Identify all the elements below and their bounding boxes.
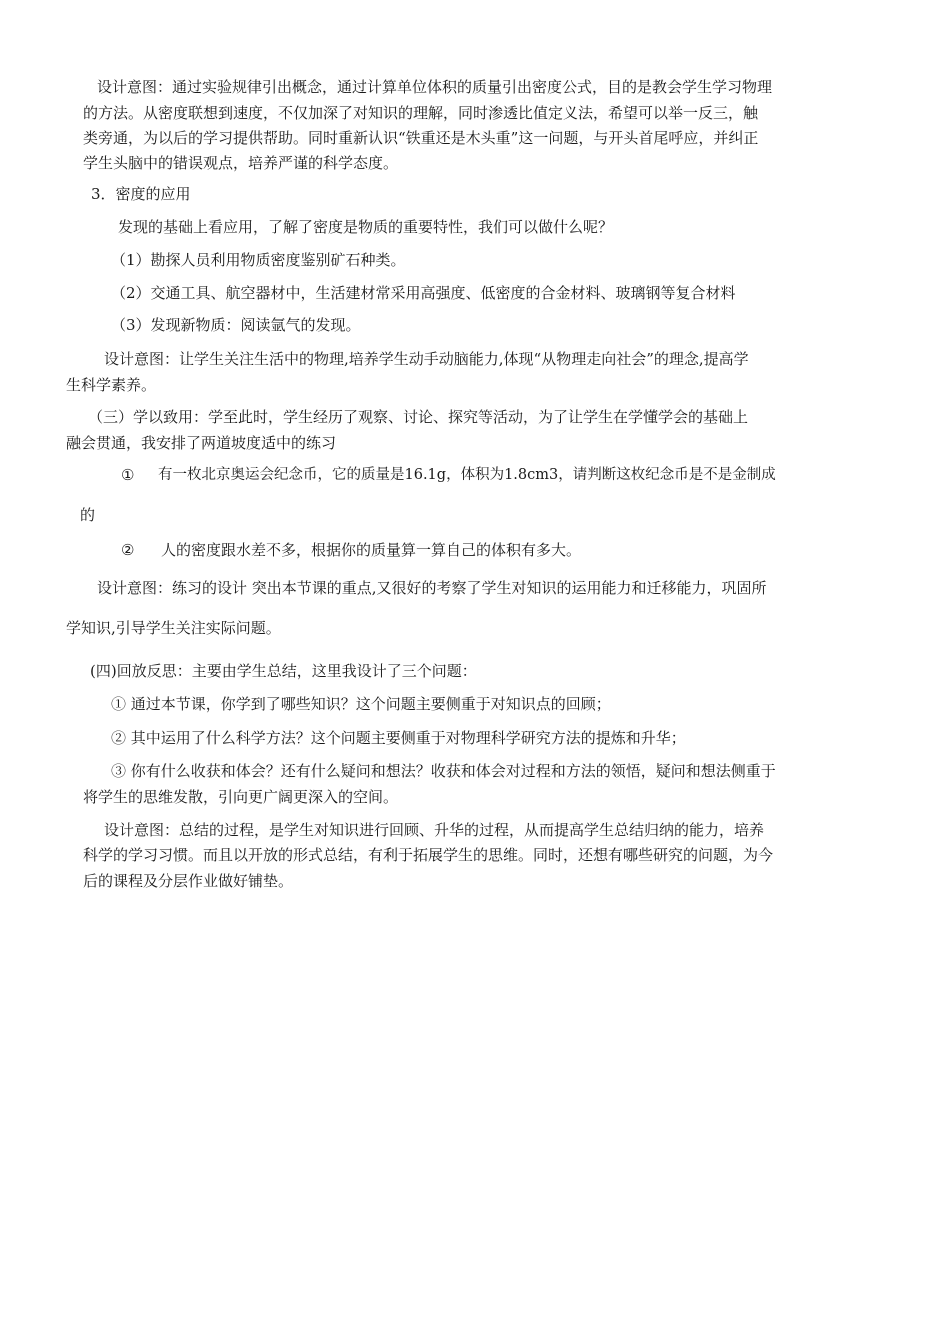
part-3-line-2: 融会贯通，我安排了两道坡度适中的练习	[66, 434, 337, 452]
exercise-1-text: 有一枚北京奥运会纪念币，它的质量是16.1g，体积为1.8cm3，请判断这枚纪念币是不是金制成	[158, 467, 776, 483]
section-3-intro: 发现的基础上看应用，了解了密度是物质的重要特性，我们可以做什么呢？	[118, 218, 614, 236]
section-3-item-3: （3）发现新物质：阅读氩气的发现。	[111, 316, 361, 334]
design-intent-3-line-1: 设计意图：练习的设计 突出本节课的重点,又很好的考察了学生对知识的运用能力和迁移能力，巩固所	[97, 579, 767, 597]
design-intent-1-line-3: 类旁通，为以后的学习提供帮助。同时重新认识“铁重还是木头重”这一问题，与开头首尾呼应，并纠正	[83, 129, 759, 147]
design-intent-1-line-2: 的方法。从密度联想到速度，不仅加深了对知识的理解，同时渗透比值定义法，希望可以举一反三，触	[83, 104, 759, 122]
section-3-heading: 3．密度的应用	[91, 185, 191, 203]
design-intent-1-line-4: 学生头脑中的错误观点，培养严谨的科学态度。	[83, 154, 399, 172]
part-4-line-1: (四)回放反思：主要由学生总结，这里我设计了三个问题：	[90, 662, 477, 680]
question-3: ③ 你有什么收获和体会？还有什么疑问和想法？收获和体会对过程和方法的领悟，疑问和想法侧重于	[111, 762, 776, 780]
design-intent-4-line-3: 后的课程及分层作业做好铺垫。	[83, 872, 294, 890]
design-intent-3-line-2: 学知识,引导学生关注实际问题。	[66, 619, 281, 637]
exercise-1-continuation: 的	[80, 506, 96, 524]
section-3-item-1: （1）勘探人员利用物质密度鉴别矿石种类。	[111, 251, 406, 269]
question-2: ② 其中运用了什么科学方法？这个问题主要侧重于对物理科学研究方法的提炼和升华；	[111, 729, 686, 747]
question-1: ① 通过本节课，你学到了哪些知识？这个问题主要侧重于对知识点的回顾；	[111, 695, 611, 713]
exercise-2-text: 人的密度跟水差不多，根据你的质量算一算自己的体积有多大。	[161, 541, 582, 559]
question-3-continuation: 将学生的思维发散，引向更广阔更深入的空间。	[83, 788, 399, 806]
section-3-item-2: （2）交通工具、航空器材中，生活建材常采用高强度、低密度的合金材料、玻璃钢等复合材料	[111, 284, 736, 302]
design-intent-1-line-1: 设计意图：通过实验规律引出概念，通过计算单位体积的质量引出密度公式，目的是教会学生学习物理	[97, 78, 773, 96]
design-intent-2-line-2: 生科学素养。	[66, 376, 157, 394]
design-intent-4-line-2: 科学的学习习惯。而且以开放的形式总结，有利于拓展学生的思维。同时，还想有哪些研究的问题，为今	[83, 846, 774, 864]
part-3-line-1: （三）学以致用：学至此时，学生经历了观察、讨论、探究等活动，为了让学生在学懂学会的基础上	[88, 408, 749, 426]
exercise-2-marker: ②	[121, 541, 135, 559]
design-intent-4-line-1: 设计意图：总结的过程，是学生对知识进行回顾、升华的过程，从而提高学生总结归纳的能力，培养	[104, 821, 765, 839]
design-intent-2-line-1: 设计意图：让学生关注生活中的物理,培养学生动手动脑能力,体现“从物理走向社会”的理念,提高学	[104, 350, 749, 368]
exercise-1-marker: ①	[121, 466, 135, 484]
